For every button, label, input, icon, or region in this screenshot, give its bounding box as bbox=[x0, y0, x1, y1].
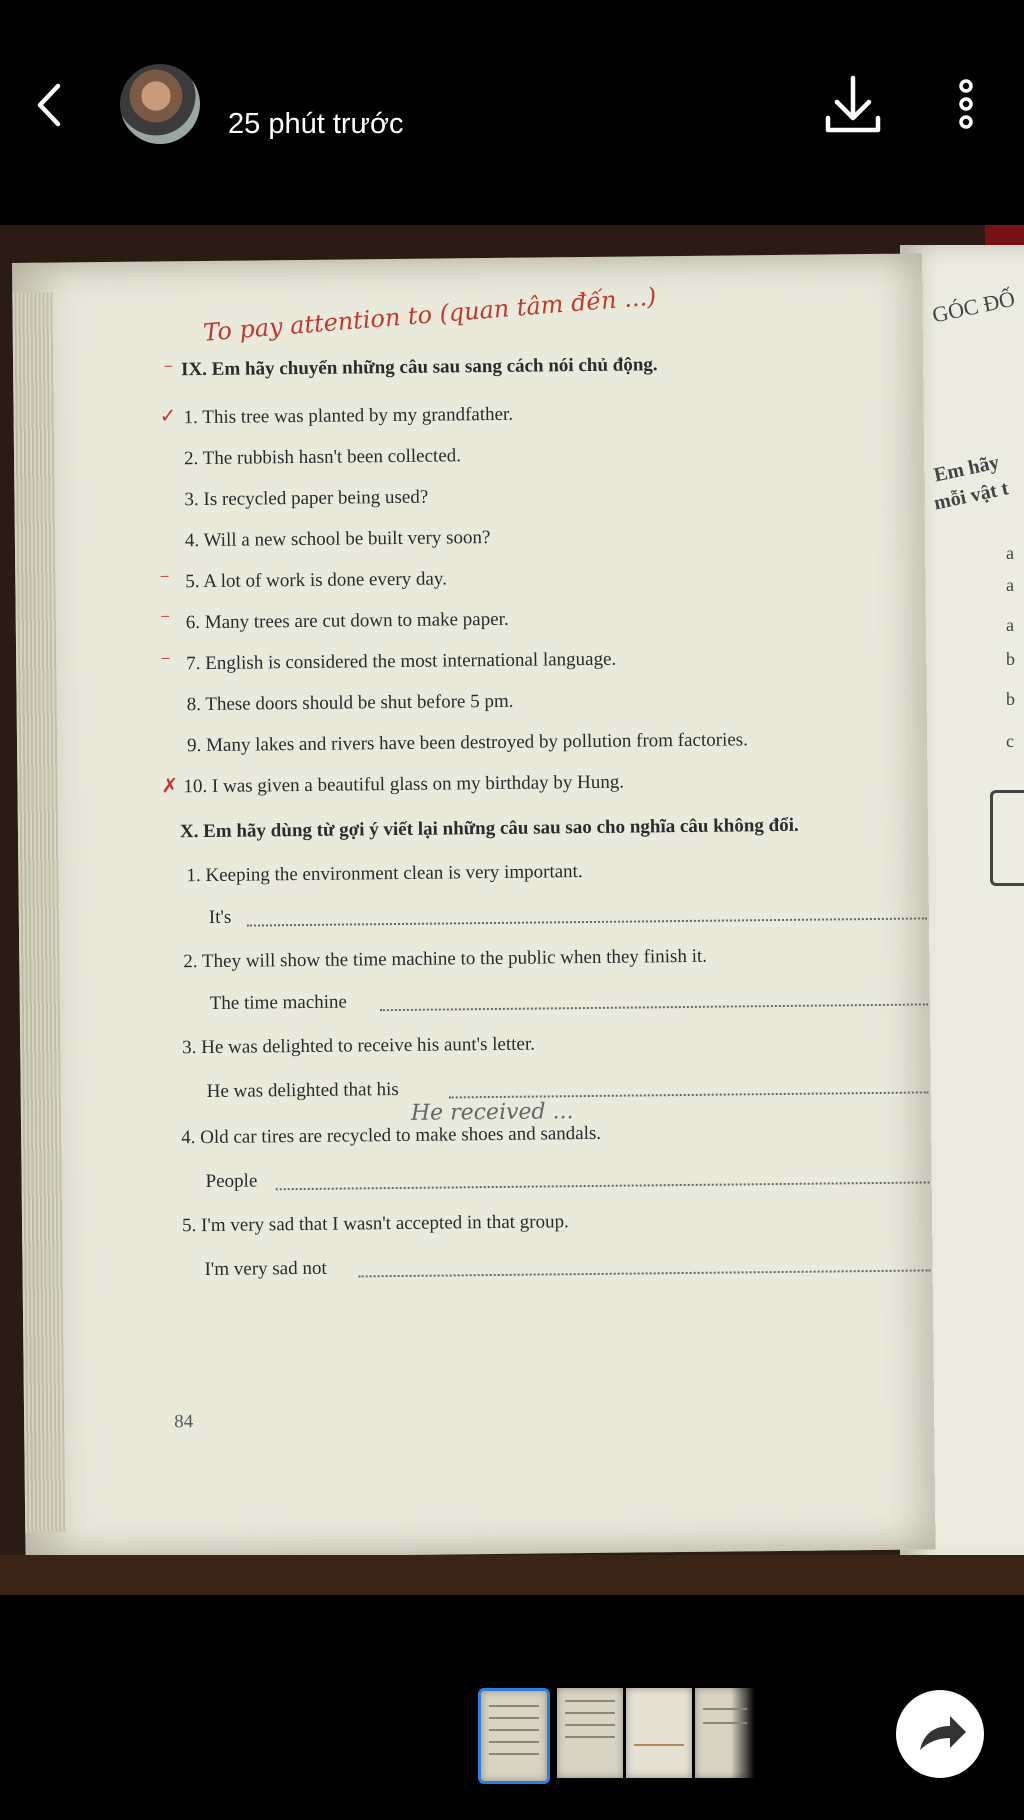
download-button[interactable] bbox=[822, 72, 884, 138]
red-mark: ⁻ bbox=[159, 609, 171, 632]
page-number: 84 bbox=[174, 1411, 194, 1433]
more-options-button[interactable] bbox=[952, 78, 980, 130]
share-arrow-icon bbox=[896, 1690, 984, 1778]
back-button[interactable] bbox=[28, 78, 72, 132]
answer-prompt: I'm very sad not bbox=[204, 1257, 327, 1281]
right-page-line: Em hãy bbox=[932, 451, 1002, 487]
right-page-letter: a bbox=[1006, 543, 1014, 563]
share-button[interactable] bbox=[896, 1690, 984, 1778]
exercise-item: 8. These doors should be shut before 5 pm. bbox=[186, 690, 514, 716]
top-bar bbox=[0, 0, 1024, 220]
answer-line bbox=[247, 917, 927, 926]
thumbnail[interactable] bbox=[478, 1688, 550, 1784]
exercise-item: 3. He was delighted to receive his aunt's letter. bbox=[182, 1033, 536, 1059]
right-page-line: mỗi vật t bbox=[932, 477, 1011, 515]
answer-line bbox=[276, 1181, 930, 1190]
red-mark: ⁻ bbox=[163, 359, 174, 382]
timestamp: 25 phút trước bbox=[228, 108, 404, 140]
photo-viewer[interactable] bbox=[0, 225, 1024, 1595]
more-vertical-icon bbox=[952, 78, 980, 130]
right-page-heading: GÓC ĐỐ bbox=[930, 285, 1018, 328]
red-mark: ⁻ bbox=[160, 651, 171, 674]
answer-prompt: The time machine bbox=[209, 991, 348, 1014]
section-ix-title: IX. Em hãy chuyển những câu sau sang cách nói chủ động. bbox=[181, 354, 658, 381]
exercise-item: 2. They will show the time machine to the public when they finish it. bbox=[183, 945, 708, 973]
exercise-item: 7. English is considered the most international language. bbox=[186, 648, 617, 675]
list-icon bbox=[990, 790, 1024, 886]
answer-line bbox=[380, 1003, 928, 1011]
exercise-item: 2. The rubbish hasn't been collected. bbox=[183, 445, 462, 470]
table-surface bbox=[0, 1555, 1024, 1595]
avatar[interactable] bbox=[120, 64, 200, 144]
status-emoji: 😘 bbox=[232, 64, 274, 110]
exercise-item: 9. Many lakes and rivers have been destroyed by pollution from factories. bbox=[186, 729, 749, 757]
exercise-item: 1. Keeping the environment clean is very important. bbox=[186, 861, 583, 887]
exercise-item: 5. I'm very sad that I wasn't accepted in that group. bbox=[181, 1211, 569, 1237]
right-page-letter: c bbox=[1006, 731, 1014, 751]
page-content bbox=[12, 253, 936, 1558]
left-page bbox=[12, 253, 936, 1558]
thumbnail[interactable] bbox=[557, 1688, 623, 1778]
section-x-title: X. Em hãy dùng từ gợi ý viết lại những câu sau sao cho nghĩa câu không đổi. bbox=[179, 814, 799, 843]
exercise-item: 5. A lot of work is done every day. bbox=[185, 568, 448, 593]
right-page-letter: a bbox=[1006, 575, 1014, 595]
red-check-mark: ✓ bbox=[159, 405, 177, 428]
thumbnail[interactable] bbox=[626, 1688, 692, 1778]
handwritten-note: To pay attention to (quan tâm đến ...) bbox=[202, 282, 658, 347]
exercise-item: 10. I was given a beautiful glass on my birthday by Hung. bbox=[183, 771, 625, 798]
exercise-item: 6. Many trees are cut down to make paper. bbox=[185, 608, 509, 634]
red-x-mark: ✗ bbox=[161, 775, 179, 798]
right-page-letter: b bbox=[1006, 689, 1015, 709]
thumbnail[interactable] bbox=[695, 1688, 755, 1778]
right-page-letter: b bbox=[1006, 649, 1015, 669]
answer-prompt: He was delighted that his bbox=[206, 1078, 399, 1103]
download-icon bbox=[822, 72, 884, 138]
answer-line bbox=[449, 1091, 929, 1098]
answer-prompt: People bbox=[205, 1170, 258, 1193]
answer-prompt: It's bbox=[208, 906, 232, 928]
right-page-letter: a bbox=[1006, 615, 1014, 635]
exercise-item: 3. Is recycled paper being used? bbox=[184, 486, 429, 511]
pencil-note: He received ... bbox=[410, 1099, 574, 1126]
exercise-item: 1. This tree was planted by my grandfather. bbox=[183, 403, 514, 429]
red-mark: ⁻ bbox=[159, 569, 171, 592]
exercise-item: 4. Old car tires are recycled to make shoes and sandals. bbox=[181, 1122, 602, 1149]
answer-line bbox=[359, 1269, 931, 1277]
chevron-left-icon bbox=[28, 78, 72, 132]
exercise-item: 4. Will a new school be built very soon? bbox=[184, 527, 491, 552]
